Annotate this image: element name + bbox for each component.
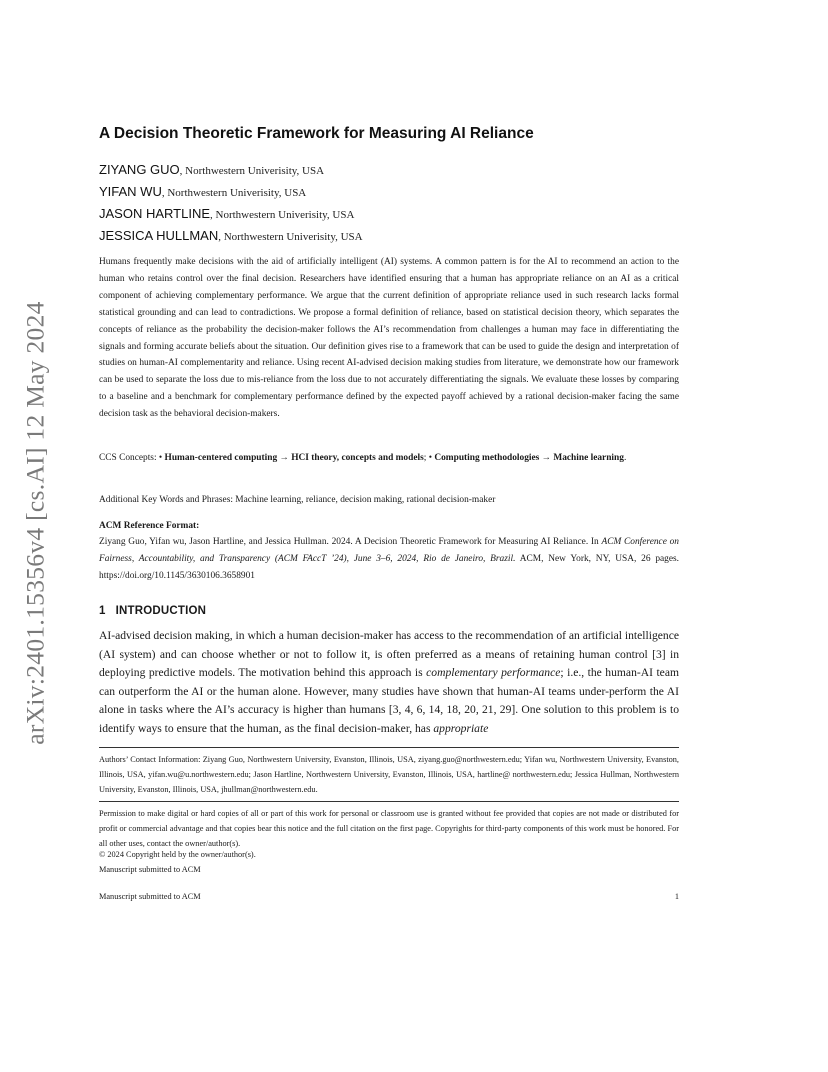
ccs-concept: Human-centered computing → HCI theory, concepts and models [164,453,424,463]
ccs-end: . [623,453,627,463]
intro-text: ; i.e., the human-AI team can outperform the AI or the human alone. However, many studies have shown that human-AI teams under-perform the AI alone in tasks where the AI’s accuracy is higher than humans [3, 4, 6, 14, 18, 20, 21, 29]. One solution to this problem is to identify ways to ensure that the human, as the final decision-maker, has [99,666,679,735]
author-name: JESSICA HULLMAN [99,228,219,243]
author-entry [99,204,363,226]
author-entry [99,160,363,182]
arxiv-stamp [20,287,52,759]
acm-reference-rest: ACM, New York, NY, USA, 26 pages. https://doi.org/10.1145/3630106.3658901 [99,554,680,581]
permission-notice: Permission to make digital or hard copies of all or part of this work for personal or classroom use is granted without fee provided that copies are not made or distributed for profit or commercial advantage and that copies bear this notice and the full citation on the first page. Copyrights for third-party components of this work must be honored. For all other uses, contact the owner/author(s). [99,809,679,848]
arxiv-identifier: arXiv:2401.15356v4 [cs.AI] 12 May 2024 [21,301,51,745]
keywords: Additional Key Words and Phrases: Machine learning, reliance, decision making, rational decision-maker [99,495,496,505]
author-affiliation: , Northwestern Univerisity, USA [210,209,355,221]
author-entry [99,226,363,248]
ccs-concepts [99,450,679,466]
author-name: YIFAN WU [99,184,162,199]
copyright-notice: © 2024 Copyright held by the owner/author(s). [99,850,256,859]
ccs-bullet: • [158,453,165,463]
intro-emphasis: appropriate [433,721,489,735]
page-footer-note: Manuscript submitted to ACM [99,892,201,901]
ccs-separator: ; [423,453,429,463]
author-name: JASON HARTLINE [99,206,211,221]
abstract: Humans frequently make decisions with the aid of artificially intelligent (AI) systems. A common pattern is for the AI to recommend an action to the human who retains control over the final decision. Researchers have identified ensuring that a human has appropriate reliance on an AI as a critical component of achieving complementary performance. We argue that the current definition of appropriate reliance used in such research lacks formal statistical grounding and can lead to contradictions. We propose a formal definition of reliance, based on statistical decision theory, which separates the concepts of reliance as the probability the decision-maker follows the AI’s recommendation from challenges a human may face in differentiating the signals and forming accurate beliefs about the situation. Our definition gives rise to a framework that can be used to guide the design and interpretation of studies on human-AI complementarity and reliance. Using recent AI-advised decision making studies from literature, we demonstrate how our framework can be used to separate the loss due to mis-reliance from the loss due to not accurately differentiating the signals. We evaluate these losses by comparing to a baseline and a benchmark for complementary performance defined by the expected payoff achieved by a rational decision-maker facing the same decision task as the behavioral decision-makers. [99,257,679,420]
acm-reference-heading: ACM Reference Format: [99,521,200,531]
author-name: ZIYANG GUO [99,162,180,177]
section-title: INTRODUCTION [115,605,207,617]
footnote-divider [99,747,679,748]
acm-reference [99,534,679,585]
ccs-label: CCS Concepts: [99,453,159,463]
paper-title: A Decision Theoretic Framework for Measuring AI Reliance [99,125,534,142]
intro-emphasis: complementary performance [426,666,561,679]
submission-note: Manuscript submitted to ACM [99,865,201,874]
author-contact-info: Authors’ Contact Information: Ziyang Guo, Northwestern University, Evanston, Illinois, USA, ziyang.guo@northwestern.edu; Yifan wu, Northwestern University, Evanston, Illinois, USA, yifan.wu@u.northwestern.edu; Jason Hartline, Northwestern University, Evanston, Illinois, USA, hartline@ northwestern.edu; Jessica Hullman, Northwestern University, Evanston, Illinois, USA, jhullman@northwestern.edu. [99,755,679,794]
section-heading [99,605,206,617]
author-entry [99,182,363,204]
section-number: 1 [99,605,106,617]
page-number: 1 [674,892,679,901]
author-affiliation: , Northwestern Univerisity, USA [161,187,307,199]
ccs-concept: Computing methodologies → Machine learning [434,453,624,463]
acm-reference-authors: Ziyang Guo, Yifan wu, Jason Hartline, and Jessica Hullman. 2024. A Decision Theoretic Framework for Measuring AI Reliance. In [99,537,602,547]
acm-reference-venue: ACM Conference on Fairness, Accountability, and Transparency (ACM FAccT ’24), June 3–6, 2024, Rio de Janeiro, Brazil. [99,537,679,564]
author-list [99,160,363,248]
author-affiliation: , Northwestern Univerisity, USA [179,165,325,177]
ccs-bullet: • [428,453,435,463]
intro-paragraph [99,627,679,738]
author-affiliation: , Northwestern Univerisity, USA [218,231,363,243]
intro-text: AI-advised decision making, in which a human decision-maker has access to the recommendation of an artificial intelligence (AI system) and can choose whether or not to follow it, is often preferred as a means of retaining human control [3] in deploying predictive models. The motivation behind this approach is [99,629,679,679]
footnote-divider [99,801,679,802]
